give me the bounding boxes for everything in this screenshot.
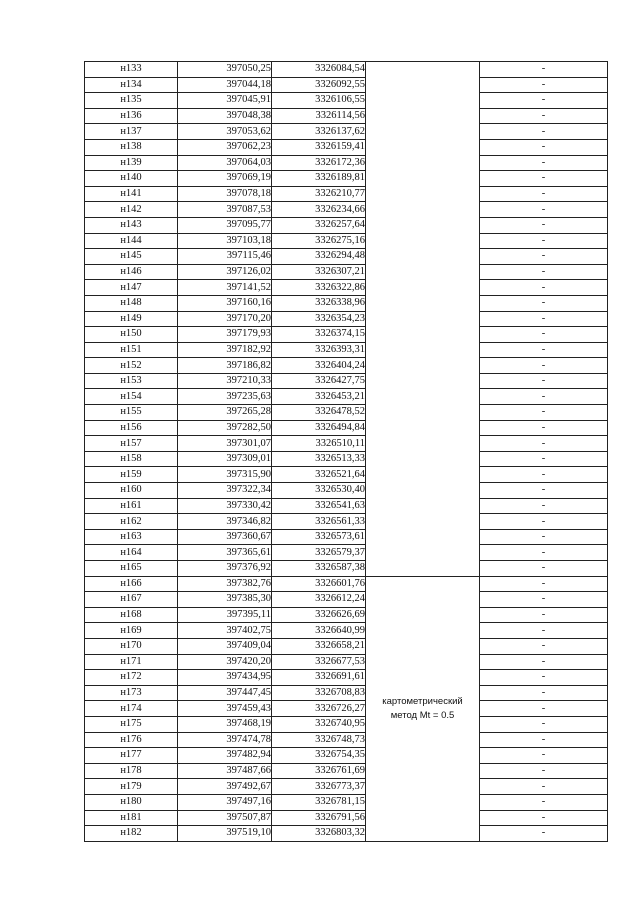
note-cell: - [480, 373, 608, 389]
y-coordinate-cell: 3326084,54 [272, 62, 366, 78]
y-coordinate-cell: 3326159,41 [272, 139, 366, 155]
table-row [85, 436, 608, 452]
y-coordinate-cell: 3326137,62 [272, 124, 366, 140]
note-cell: - [480, 62, 608, 78]
x-coordinate-cell: 397179,93 [178, 327, 272, 343]
y-coordinate-cell: 3326172,36 [272, 155, 366, 171]
note-cell: - [480, 93, 608, 109]
note-cell: - [480, 420, 608, 436]
x-coordinate-cell: 397468,19 [178, 716, 272, 732]
table-row [85, 670, 608, 686]
note-cell: - [480, 576, 608, 592]
table-row [85, 779, 608, 795]
y-coordinate-cell: 3326561,33 [272, 514, 366, 530]
x-coordinate-cell: 397048,38 [178, 108, 272, 124]
table-row [85, 171, 608, 187]
x-coordinate-cell: 397062,23 [178, 139, 272, 155]
note-cell: - [480, 685, 608, 701]
note-cell: - [480, 405, 608, 421]
note-cell: - [480, 342, 608, 358]
point-cell: н164 [85, 545, 178, 561]
table-row [85, 217, 608, 233]
x-coordinate-cell: 397420,20 [178, 654, 272, 670]
point-cell: н146 [85, 264, 178, 280]
table-row [85, 108, 608, 124]
note-cell: - [480, 77, 608, 93]
y-coordinate-cell: 3326691,61 [272, 670, 366, 686]
x-coordinate-cell: 397385,30 [178, 592, 272, 608]
x-coordinate-cell: 397265,28 [178, 405, 272, 421]
note-cell: - [480, 436, 608, 452]
point-cell: н140 [85, 171, 178, 187]
point-cell: н149 [85, 311, 178, 327]
table-row [85, 311, 608, 327]
x-coordinate-cell: 397045,91 [178, 93, 272, 109]
y-coordinate-cell: 3326530,40 [272, 483, 366, 499]
x-coordinate-cell: 397447,45 [178, 685, 272, 701]
x-coordinate-cell: 397395,11 [178, 607, 272, 623]
point-cell: н137 [85, 124, 178, 140]
y-coordinate-cell: 3326275,16 [272, 233, 366, 249]
point-cell: н161 [85, 498, 178, 514]
table-row [85, 483, 608, 499]
table-row [85, 732, 608, 748]
point-cell: н138 [85, 139, 178, 155]
y-coordinate-cell: 3326294,48 [272, 249, 366, 265]
point-cell: н175 [85, 716, 178, 732]
note-cell: - [480, 295, 608, 311]
x-coordinate-cell: 397182,92 [178, 342, 272, 358]
table-row [85, 342, 608, 358]
y-coordinate-cell: 3326494,84 [272, 420, 366, 436]
y-coordinate-cell: 3326189,81 [272, 171, 366, 187]
x-coordinate-cell: 397050,25 [178, 62, 272, 78]
point-cell: н159 [85, 467, 178, 483]
point-cell: н155 [85, 405, 178, 421]
table-row [85, 93, 608, 109]
table-row [85, 405, 608, 421]
note-cell: - [480, 186, 608, 202]
y-coordinate-cell: 3326677,53 [272, 654, 366, 670]
table-row [85, 592, 608, 608]
x-coordinate-cell: 397309,01 [178, 451, 272, 467]
y-coordinate-cell: 3326307,21 [272, 264, 366, 280]
note-cell: - [480, 498, 608, 514]
x-coordinate-cell: 397360,67 [178, 529, 272, 545]
x-coordinate-cell: 397346,82 [178, 514, 272, 530]
point-cell: н152 [85, 358, 178, 374]
point-cell: н139 [85, 155, 178, 171]
note-cell: - [480, 514, 608, 530]
x-coordinate-cell: 397459,43 [178, 701, 272, 717]
point-cell: н154 [85, 389, 178, 405]
point-cell: н148 [85, 295, 178, 311]
point-cell: н167 [85, 592, 178, 608]
table-row [85, 607, 608, 623]
y-coordinate-cell: 3326754,35 [272, 748, 366, 764]
point-cell: н157 [85, 436, 178, 452]
note-cell: - [480, 654, 608, 670]
note-cell: - [480, 748, 608, 764]
y-coordinate-cell: 3326478,52 [272, 405, 366, 421]
y-coordinate-cell: 3326453,21 [272, 389, 366, 405]
note-cell: - [480, 779, 608, 795]
point-cell: н178 [85, 763, 178, 779]
table-row [85, 233, 608, 249]
y-coordinate-cell: 3326740,95 [272, 716, 366, 732]
x-coordinate-cell: 397474,78 [178, 732, 272, 748]
y-coordinate-cell: 3326587,38 [272, 561, 366, 577]
point-cell: н135 [85, 93, 178, 109]
point-cell: н160 [85, 483, 178, 499]
note-cell: - [480, 716, 608, 732]
x-coordinate-cell: 397315,90 [178, 467, 272, 483]
x-coordinate-cell: 397103,18 [178, 233, 272, 249]
note-cell: - [480, 280, 608, 296]
y-coordinate-cell: 3326393,31 [272, 342, 366, 358]
point-cell: н168 [85, 607, 178, 623]
point-cell: н163 [85, 529, 178, 545]
y-coordinate-cell: 3326612,24 [272, 592, 366, 608]
table-row [85, 654, 608, 670]
note-cell: - [480, 545, 608, 561]
x-coordinate-cell: 397376,92 [178, 561, 272, 577]
y-coordinate-cell: 3326404,24 [272, 358, 366, 374]
point-cell: н134 [85, 77, 178, 93]
y-coordinate-cell: 3326541,63 [272, 498, 366, 514]
x-coordinate-cell: 397064,03 [178, 155, 272, 171]
y-coordinate-cell: 3326640,99 [272, 623, 366, 639]
x-coordinate-cell: 397365,61 [178, 545, 272, 561]
x-coordinate-cell: 397186,82 [178, 358, 272, 374]
y-coordinate-cell: 3326257,64 [272, 217, 366, 233]
table-row [85, 810, 608, 826]
table-row [85, 155, 608, 171]
table-row [85, 545, 608, 561]
table-row [85, 685, 608, 701]
y-coordinate-cell: 3326573,61 [272, 529, 366, 545]
x-coordinate-cell: 397492,67 [178, 779, 272, 795]
x-coordinate-cell: 397087,53 [178, 202, 272, 218]
table-row [85, 264, 608, 280]
x-coordinate-cell: 397487,66 [178, 763, 272, 779]
table-row [85, 748, 608, 764]
point-cell: н166 [85, 576, 178, 592]
point-cell: н172 [85, 670, 178, 686]
note-cell: - [480, 233, 608, 249]
table-row [85, 186, 608, 202]
table-row [85, 529, 608, 545]
y-coordinate-cell: 3326601,76 [272, 576, 366, 592]
note-cell: - [480, 311, 608, 327]
table-row [85, 716, 608, 732]
table-row [85, 498, 608, 514]
note-cell: - [480, 732, 608, 748]
note-cell: - [480, 358, 608, 374]
coordinates-table [84, 61, 608, 842]
method-cell [366, 576, 480, 841]
point-cell: н171 [85, 654, 178, 670]
note-cell: - [480, 483, 608, 499]
point-cell: н176 [85, 732, 178, 748]
point-cell: н170 [85, 638, 178, 654]
table-row [85, 451, 608, 467]
y-coordinate-cell: 3326210,77 [272, 186, 366, 202]
table-row [85, 139, 608, 155]
x-coordinate-cell: 397126,02 [178, 264, 272, 280]
table-row [85, 576, 608, 592]
table-row [85, 467, 608, 483]
point-cell: н162 [85, 514, 178, 530]
table-row [85, 701, 608, 717]
y-coordinate-cell: 3326658,21 [272, 638, 366, 654]
note-cell: - [480, 467, 608, 483]
point-cell: н165 [85, 561, 178, 577]
point-cell: н144 [85, 233, 178, 249]
note-cell: - [480, 451, 608, 467]
table-row [85, 280, 608, 296]
y-coordinate-cell: 3326626,69 [272, 607, 366, 623]
point-cell: н181 [85, 810, 178, 826]
x-coordinate-cell: 397044,18 [178, 77, 272, 93]
note-cell: - [480, 108, 608, 124]
y-coordinate-cell: 3326773,37 [272, 779, 366, 795]
y-coordinate-cell: 3326726,27 [272, 701, 366, 717]
table-row [85, 327, 608, 343]
method-label-line1: картометрический [382, 695, 463, 707]
x-coordinate-cell: 397330,42 [178, 498, 272, 514]
table-row [85, 794, 608, 810]
note-cell: - [480, 592, 608, 608]
y-coordinate-cell: 3326579,37 [272, 545, 366, 561]
note-cell: - [480, 139, 608, 155]
y-coordinate-cell: 3326748,73 [272, 732, 366, 748]
point-cell: н142 [85, 202, 178, 218]
x-coordinate-cell: 397210,33 [178, 373, 272, 389]
note-cell: - [480, 670, 608, 686]
x-coordinate-cell: 397160,16 [178, 295, 272, 311]
point-cell: н145 [85, 249, 178, 265]
y-coordinate-cell: 3326708,83 [272, 685, 366, 701]
point-cell: н169 [85, 623, 178, 639]
y-coordinate-cell: 3326791,56 [272, 810, 366, 826]
point-cell: н147 [85, 280, 178, 296]
point-cell: н177 [85, 748, 178, 764]
note-cell: - [480, 171, 608, 187]
x-coordinate-cell: 397382,76 [178, 576, 272, 592]
table-row [85, 561, 608, 577]
x-coordinate-cell: 397482,94 [178, 748, 272, 764]
note-cell: - [480, 561, 608, 577]
table-row [85, 249, 608, 265]
table-row [85, 420, 608, 436]
table-row [85, 389, 608, 405]
x-coordinate-cell: 397053,62 [178, 124, 272, 140]
table-row [85, 826, 608, 842]
table-row [85, 295, 608, 311]
note-cell: - [480, 327, 608, 343]
y-coordinate-cell: 3326521,64 [272, 467, 366, 483]
note-cell: - [480, 202, 608, 218]
point-cell: н180 [85, 794, 178, 810]
y-coordinate-cell: 3326374,15 [272, 327, 366, 343]
method-label-line2: метод Mt = 0.5 [390, 709, 455, 721]
y-coordinate-cell: 3326092,55 [272, 77, 366, 93]
y-coordinate-cell: 3326513,33 [272, 451, 366, 467]
point-cell: н133 [85, 62, 178, 78]
note-cell: - [480, 124, 608, 140]
note-cell: - [480, 607, 608, 623]
point-cell: н173 [85, 685, 178, 701]
y-coordinate-cell: 3326234,66 [272, 202, 366, 218]
point-cell: н151 [85, 342, 178, 358]
y-coordinate-cell: 3326761,69 [272, 763, 366, 779]
y-coordinate-cell: 3326427,75 [272, 373, 366, 389]
note-cell: - [480, 623, 608, 639]
note-cell: - [480, 155, 608, 171]
y-coordinate-cell: 3326803,32 [272, 826, 366, 842]
y-coordinate-cell: 3326322,86 [272, 280, 366, 296]
table-row [85, 77, 608, 93]
note-cell: - [480, 249, 608, 265]
y-coordinate-cell: 3326781,15 [272, 794, 366, 810]
table-body [85, 62, 608, 842]
table-row [85, 638, 608, 654]
point-cell: н156 [85, 420, 178, 436]
x-coordinate-cell: 397141,52 [178, 280, 272, 296]
note-cell: - [480, 794, 608, 810]
table-row [85, 373, 608, 389]
x-coordinate-cell: 397402,75 [178, 623, 272, 639]
x-coordinate-cell: 397519,10 [178, 826, 272, 842]
point-cell: н143 [85, 217, 178, 233]
x-coordinate-cell: 397170,20 [178, 311, 272, 327]
x-coordinate-cell: 397235,63 [178, 389, 272, 405]
point-cell: н141 [85, 186, 178, 202]
point-cell: н153 [85, 373, 178, 389]
point-cell: н136 [85, 108, 178, 124]
note-cell: - [480, 264, 608, 280]
y-coordinate-cell: 3326114,56 [272, 108, 366, 124]
x-coordinate-cell: 397078,18 [178, 186, 272, 202]
point-cell: н174 [85, 701, 178, 717]
table-row [85, 358, 608, 374]
note-cell: - [480, 529, 608, 545]
point-cell: н179 [85, 779, 178, 795]
table-row [85, 514, 608, 530]
x-coordinate-cell: 397434,95 [178, 670, 272, 686]
note-cell: - [480, 763, 608, 779]
x-coordinate-cell: 397497,16 [178, 794, 272, 810]
note-cell: - [480, 389, 608, 405]
point-cell: н158 [85, 451, 178, 467]
x-coordinate-cell: 397322,34 [178, 483, 272, 499]
table-row [85, 202, 608, 218]
table-row [85, 763, 608, 779]
point-cell: н150 [85, 327, 178, 343]
x-coordinate-cell: 397507,87 [178, 810, 272, 826]
note-cell: - [480, 701, 608, 717]
y-coordinate-cell: 3326510,11 [272, 436, 366, 452]
x-coordinate-cell: 397095,77 [178, 217, 272, 233]
table-row [85, 124, 608, 140]
x-coordinate-cell: 397115,46 [178, 249, 272, 265]
point-cell: н182 [85, 826, 178, 842]
y-coordinate-cell: 3326354,23 [272, 311, 366, 327]
table-row [85, 62, 608, 78]
table-row [85, 623, 608, 639]
y-coordinate-cell: 3326338,96 [272, 295, 366, 311]
x-coordinate-cell: 397409,04 [178, 638, 272, 654]
y-coordinate-cell: 3326106,55 [272, 93, 366, 109]
note-cell: - [480, 217, 608, 233]
x-coordinate-cell: 397282,50 [178, 420, 272, 436]
note-cell: - [480, 826, 608, 842]
note-cell: - [480, 638, 608, 654]
note-cell: - [480, 810, 608, 826]
empty-method-cell [366, 62, 480, 577]
x-coordinate-cell: 397069,19 [178, 171, 272, 187]
x-coordinate-cell: 397301,07 [178, 436, 272, 452]
